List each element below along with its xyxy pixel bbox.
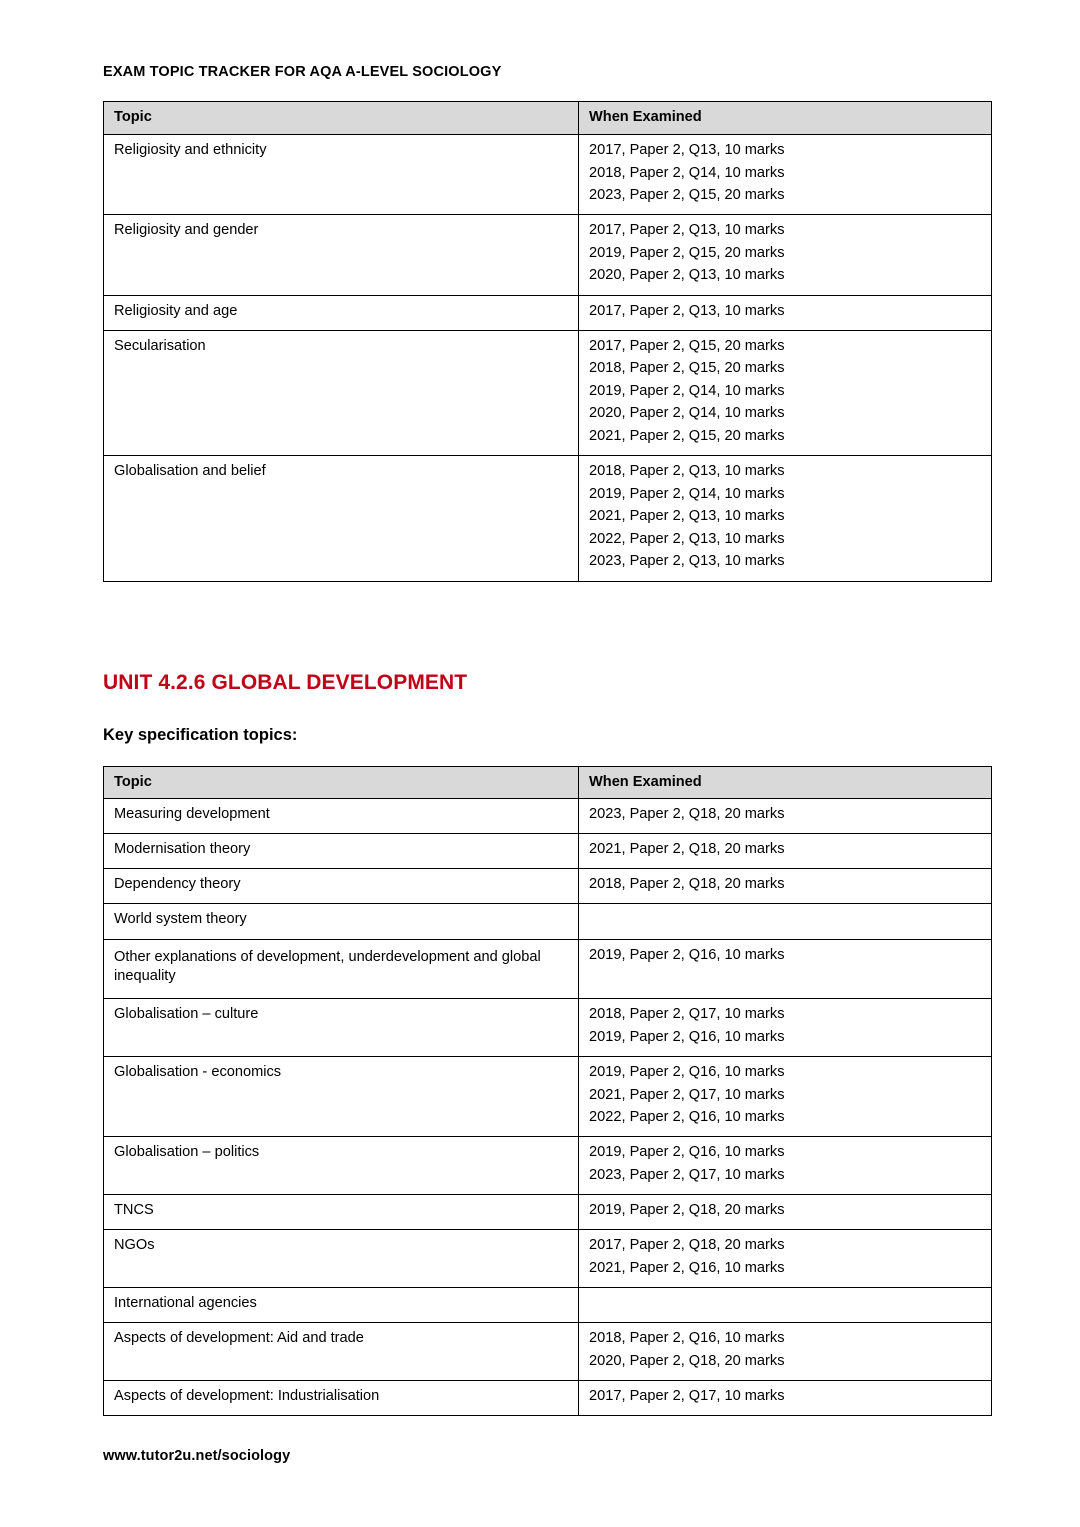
exam-entry: 2022, Paper 2, Q16, 10 marks	[589, 1109, 785, 1126]
table-row	[104, 1380, 992, 1415]
cell-topic	[104, 939, 579, 999]
exam-entry: 2019, Paper 2, Q16, 10 marks	[589, 946, 785, 963]
exam-entry: 2022, Paper 2, Q13, 10 marks	[589, 530, 785, 547]
column-header-topic: Topic	[104, 102, 579, 135]
cell-when-examined	[579, 330, 992, 455]
exam-entry: 2020, Paper 2, Q18, 20 marks	[589, 1352, 785, 1369]
cell-when-examined	[579, 1057, 992, 1137]
cell-topic	[104, 1195, 579, 1230]
exam-entry: 2018, Paper 2, Q18, 20 marks	[589, 876, 785, 893]
table-row	[104, 134, 992, 214]
cell-when-examined	[579, 1137, 992, 1195]
exam-entry: 2017, Paper 2, Q15, 20 marks	[589, 337, 785, 354]
page-content	[103, 0, 991, 1464]
cell-topic	[104, 1287, 579, 1322]
exam-entry: 2019, Paper 2, Q15, 20 marks	[589, 244, 785, 261]
table-row	[104, 799, 992, 834]
column-header-when-examined: When Examined	[579, 102, 992, 135]
table-row	[104, 939, 992, 999]
table-row	[104, 869, 992, 904]
topic-text: World system theory	[114, 911, 247, 928]
cell-when-examined	[579, 1230, 992, 1288]
table-header	[104, 766, 992, 799]
section-spacer	[103, 582, 991, 670]
cell-when-examined	[579, 215, 992, 295]
table-row	[104, 1322, 992, 1380]
exam-entry: 2017, Paper 2, Q13, 10 marks	[589, 222, 785, 239]
exam-entry: 2023, Paper 2, Q15, 20 marks	[589, 187, 785, 204]
exam-entry: 2018, Paper 2, Q15, 20 marks	[589, 360, 785, 377]
table-row	[104, 215, 992, 295]
cell-topic	[104, 904, 579, 939]
key-specification-topics-heading: Key specification topics:	[103, 725, 298, 744]
table-header-row	[104, 102, 992, 135]
cell-when-examined	[579, 1380, 992, 1415]
cell-topic	[104, 869, 579, 904]
exam-entry: 2018, Paper 2, Q14, 10 marks	[589, 164, 785, 181]
column-header-when-examined: When Examined	[579, 766, 992, 799]
topic-text: Globalisation and belief	[114, 463, 266, 480]
topic-text: Secularisation	[114, 337, 206, 354]
exam-entry: 2021, Paper 2, Q18, 20 marks	[589, 841, 785, 858]
cell-when-examined	[579, 869, 992, 904]
exam-entry: 2023, Paper 2, Q13, 10 marks	[589, 553, 785, 570]
exam-entry: 2019, Paper 2, Q14, 10 marks	[589, 485, 785, 502]
cell-when-examined	[579, 1322, 992, 1380]
table-row	[104, 1057, 992, 1137]
table-header-row	[104, 766, 992, 799]
topic-text: International agencies	[114, 1294, 257, 1311]
table-row	[104, 456, 992, 581]
cell-topic	[104, 1380, 579, 1415]
exam-entry: 2019, Paper 2, Q16, 10 marks	[589, 1029, 785, 1045]
exam-entry: 2017, Paper 2, Q13, 10 marks	[589, 302, 785, 319]
table-body	[104, 799, 992, 1416]
cell-when-examined	[579, 799, 992, 834]
exam-entry: 2019, Paper 2, Q14, 10 marks	[589, 382, 785, 399]
topic-text: Modernisation theory	[114, 841, 251, 858]
cell-topic	[104, 1057, 579, 1137]
table-row	[104, 1230, 992, 1288]
cell-when-examined	[579, 1195, 992, 1230]
exam-entry: 2017, Paper 2, Q17, 10 marks	[589, 1387, 785, 1404]
table-row	[104, 1137, 992, 1195]
table-row	[104, 834, 992, 869]
topic-text: Religiosity and gender	[114, 222, 259, 239]
cell-topic	[104, 330, 579, 455]
topic-text: Other explanations of development, underdevelopment and global inequality	[114, 948, 541, 985]
cell-topic	[104, 134, 579, 214]
table-row	[104, 330, 992, 455]
exam-entry: 2019, Paper 2, Q18, 20 marks	[589, 1202, 785, 1219]
footer-url: www.tutor2u.net/sociology	[103, 1447, 291, 1464]
cell-when-examined	[579, 1287, 992, 1322]
topic-text: Religiosity and ethnicity	[114, 141, 267, 158]
column-header-topic: Topic	[104, 766, 579, 799]
exam-entry: 2021, Paper 2, Q13, 10 marks	[589, 508, 785, 525]
cell-when-examined	[579, 295, 992, 330]
topic-text: Measuring development	[114, 806, 270, 823]
cell-topic	[104, 1137, 579, 1195]
table-row	[104, 1287, 992, 1322]
exam-entry: 2018, Paper 2, Q13, 10 marks	[589, 463, 785, 480]
table-row	[104, 999, 992, 1057]
cell-topic	[104, 215, 579, 295]
cell-when-examined	[579, 456, 992, 581]
page-title: EXAM TOPIC TRACKER FOR AQA A-LEVEL SOCIOLOGY	[103, 64, 502, 80]
cell-when-examined	[579, 904, 992, 939]
table-header	[104, 102, 992, 135]
exam-entry: 2020, Paper 2, Q13, 10 marks	[589, 267, 785, 284]
cell-topic	[104, 999, 579, 1057]
unit-heading: UNIT 4.2.6 GLOBAL DEVELOPMENT	[103, 670, 468, 694]
global-development-table	[103, 766, 992, 1416]
topic-text: NGOs	[114, 1237, 155, 1254]
topic-text: Aspects of development: Industrialisation	[114, 1387, 380, 1404]
table-row	[104, 904, 992, 939]
exam-entry: 2019, Paper 2, Q16, 10 marks	[589, 1144, 785, 1161]
table-row	[104, 295, 992, 330]
topic-text: Dependency theory	[114, 876, 241, 893]
exam-entry: 2023, Paper 2, Q17, 10 marks	[589, 1166, 785, 1183]
exam-entry: 2023, Paper 2, Q18, 20 marks	[589, 806, 785, 823]
table-body	[104, 134, 992, 581]
beliefs-in-society-table	[103, 101, 992, 581]
cell-when-examined	[579, 834, 992, 869]
exam-entry: 2019, Paper 2, Q16, 10 marks	[589, 1064, 785, 1081]
cell-topic	[104, 1322, 579, 1380]
cell-topic	[104, 834, 579, 869]
exam-entry: 2021, Paper 2, Q17, 10 marks	[589, 1086, 785, 1103]
exam-entry: 2018, Paper 2, Q17, 10 marks	[589, 1006, 785, 1023]
exam-entry: 2017, Paper 2, Q18, 20 marks	[589, 1237, 785, 1254]
cell-when-examined	[579, 939, 992, 999]
exam-entry: 2021, Paper 2, Q15, 20 marks	[589, 428, 785, 445]
exam-entry: 2020, Paper 2, Q14, 10 marks	[589, 405, 785, 422]
topic-text: Religiosity and age	[114, 302, 238, 319]
topic-text: Globalisation - economics	[114, 1064, 282, 1081]
topic-text: Globalisation – culture	[114, 1006, 259, 1023]
cell-when-examined	[579, 134, 992, 214]
table-row	[104, 1195, 992, 1230]
topic-text: Globalisation – politics	[114, 1144, 260, 1161]
exam-entry: 2018, Paper 2, Q16, 10 marks	[589, 1329, 785, 1346]
topic-text: TNCS	[114, 1202, 154, 1219]
cell-when-examined	[579, 999, 992, 1057]
cell-topic	[104, 1230, 579, 1288]
cell-topic	[104, 456, 579, 581]
exam-entry: 2017, Paper 2, Q13, 10 marks	[589, 141, 785, 158]
cell-topic	[104, 295, 579, 330]
cell-topic	[104, 799, 579, 834]
topic-text: Aspects of development: Aid and trade	[114, 1329, 364, 1346]
exam-entry: 2021, Paper 2, Q16, 10 marks	[589, 1259, 785, 1276]
